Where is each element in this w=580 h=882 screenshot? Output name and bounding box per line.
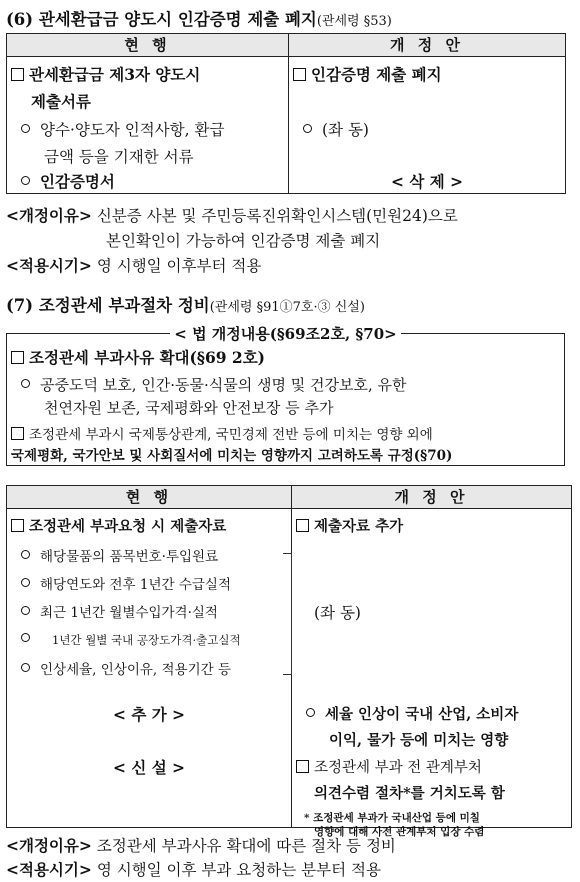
section-6-comparison-table xyxy=(6,33,566,194)
current-list-item: 최근 1년간 월별수입가격·실적 xyxy=(40,605,218,621)
current-item-1-cont: 제출서류 xyxy=(31,92,91,111)
checkbox-icon xyxy=(296,760,309,773)
law-item-1: 조정관세 부과사유 확대(§69 2호) xyxy=(29,348,266,367)
section-6-reason-cont: 본인확인이 가능하여 인감증명 제출 폐지 xyxy=(106,232,381,250)
checkbox-icon xyxy=(11,68,24,81)
revised-add-item: 세율 인상이 국내 산업, 소비자 xyxy=(325,706,519,723)
revised-sub-1: (좌 동) xyxy=(322,121,369,139)
current-list-item: 1년간 월별 국내 공장도가격·출고실적 xyxy=(52,633,241,647)
current-sub-1-cont: 금액 등을 기재한 서류 xyxy=(44,148,194,166)
header-current: 현 행 xyxy=(7,486,292,509)
header-revised: 개 정 안 xyxy=(292,486,572,509)
section-7-reason xyxy=(6,834,396,856)
section-6-ref: (관세령 §53) xyxy=(316,14,392,29)
current-item-1: 조정관세 부과요청 시 제출자료 xyxy=(29,518,227,535)
law-item-2: 조정관세 부과시 국제통상관계, 국민경제 전반 등에 미치는 영향 외에 xyxy=(29,427,433,443)
law-amendment-title: < 법 개정내용(§69조2호, §70> xyxy=(170,325,400,343)
bullet-circle-icon xyxy=(21,606,30,615)
footnote-cont: 영향에 대해 사전 관계부처 입장 수렴 xyxy=(314,826,485,838)
bullet-circle-icon xyxy=(21,124,30,133)
section-7-title xyxy=(6,292,365,316)
apply-label: <적용시기> xyxy=(6,860,92,879)
reason-text: 조정관세 부과사유 확대에 따른 절차 등 정비 xyxy=(96,837,396,855)
revised-new-item-cont: 의견수렴 절차*를 거치도록 함 xyxy=(314,785,505,802)
current-cell xyxy=(7,509,291,827)
bullet-circle-icon xyxy=(21,176,30,185)
current-sub-1: 양수·양도자 인적사항, 환급 xyxy=(40,121,225,139)
law-sub-1: 공중도덕 보호, 인간·동물·식물의 생명 및 건강보호, 유한 xyxy=(40,376,407,394)
bullet-circle-icon xyxy=(303,124,312,133)
apply-text: 영 시행일 이후부터 적용 xyxy=(96,257,262,275)
revised-item-1: 제출자료 추가 xyxy=(314,518,404,535)
law-item-2-cont: 국제평화, 국가안보 및 사회질서에 미치는 영향까지 고려하도록 규정(§70) xyxy=(11,448,453,464)
revised-same-mark: (좌 동) xyxy=(314,604,361,622)
bullet-circle-icon xyxy=(21,663,30,672)
current-list-item: 해당연도와 전후 1년간 수급실적 xyxy=(40,577,231,593)
current-add-mark: < 추 가 > xyxy=(112,705,186,724)
apply-text: 영 시행일 이후 부과 요청하는 분부터 적용 xyxy=(96,861,381,879)
checkbox-icon xyxy=(11,427,24,440)
bracket-line xyxy=(283,553,292,675)
section-7-title-text: (7) 조정관세 부과절차 정비 xyxy=(6,296,210,315)
current-sub-2: 인감증명서 xyxy=(40,172,115,191)
checkbox-icon xyxy=(296,519,309,532)
checkbox-icon xyxy=(11,519,24,532)
current-list-item: 해당물품의 품목번호·투입원료 xyxy=(40,549,219,565)
bullet-circle-icon xyxy=(21,550,30,559)
header-revised: 개 정 안 xyxy=(289,34,566,57)
revised-new-item: 조정관세 부과 전 관계부처 xyxy=(314,760,482,776)
reason-label: <개정이유> xyxy=(6,836,92,855)
current-new-mark: < 신 설 > xyxy=(112,758,186,777)
bullet-circle-icon xyxy=(21,379,30,388)
section-6-apply xyxy=(6,254,261,276)
header-current: 현 행 xyxy=(7,34,289,57)
section-7-ref: (관세령 §91①7호·③ 신설) xyxy=(209,300,365,315)
revised-delete-mark: < 삭 제 > xyxy=(390,172,464,191)
current-list-item: 인상세율, 인상이유, 적용기간 등 xyxy=(40,662,231,678)
checkbox-icon xyxy=(11,351,24,364)
section-7-comparison-table xyxy=(6,485,572,838)
footnote: * 조정관세 부과가 국내산업 등에 미칠 xyxy=(304,812,480,824)
section-6-title xyxy=(6,6,392,30)
reason-text: 신분증 사본 및 주민등록진위확인시스템(민원24)으로 xyxy=(96,207,458,225)
law-amendment-box xyxy=(6,325,565,466)
revised-add-item-cont: 이익, 물가 등에 미치는 영향 xyxy=(329,732,509,749)
current-item-1: 관세환급금 제3자 양도시 xyxy=(29,65,201,84)
section-6-title-text: (6) 관세환급금 양도시 인감증명 제출 폐지 xyxy=(6,10,317,29)
revised-cell xyxy=(289,57,565,193)
bullet-circle-icon xyxy=(21,578,30,587)
bullet-circle-icon xyxy=(306,708,315,717)
bullet-circle-icon xyxy=(21,633,30,642)
section-6-reason xyxy=(6,204,458,226)
revised-item-1: 인감증명 제출 폐지 xyxy=(311,65,442,84)
section-7-apply xyxy=(6,858,381,880)
current-cell xyxy=(7,57,288,193)
law-sub-1-cont: 천연자원 보존, 국제평화와 안전보장 등 추가 xyxy=(44,399,334,417)
revised-cell xyxy=(292,509,571,838)
checkbox-icon xyxy=(293,68,306,81)
reason-label: <개정이유> xyxy=(6,206,92,225)
apply-label: <적용시기> xyxy=(6,256,92,275)
